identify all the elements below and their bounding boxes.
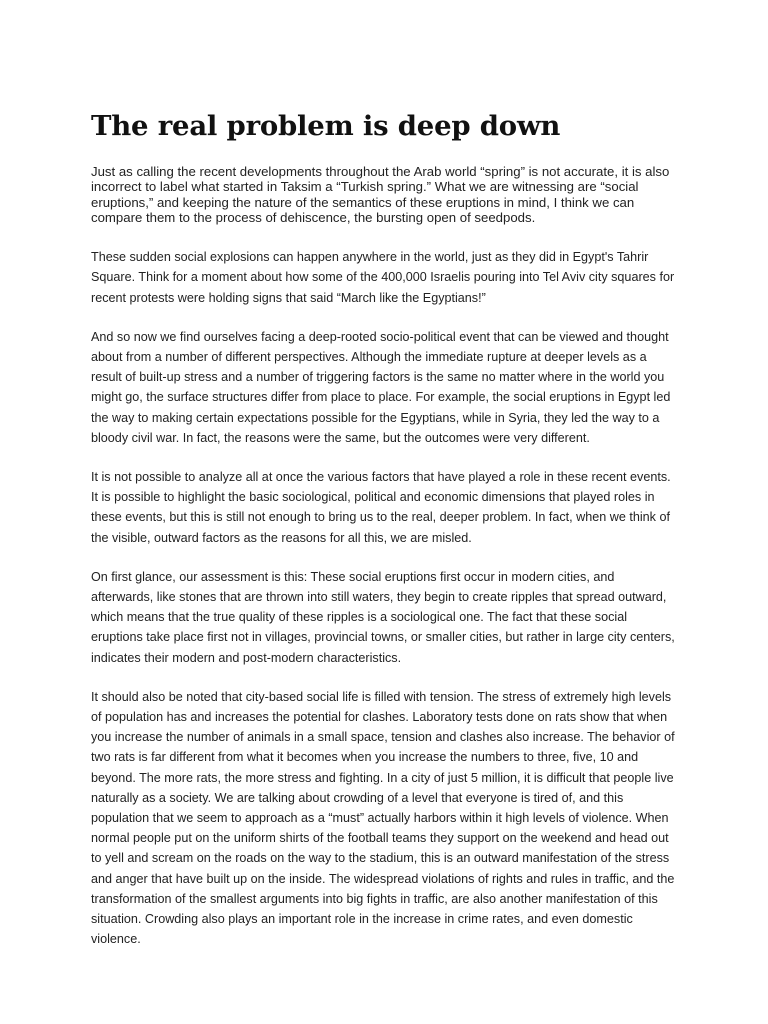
article-title: The real problem is deep down — [91, 110, 561, 142]
article-paragraph-5: On first glance, our assessment is this: These social eruptions first occur in modern cities, and afterwards, like stones that are thrown into still waters, they begin to create ripples that spread outward, which means that the true quality of these ripples is a sociological one. The fact that these social eruptions take place first not in villages, provincial towns, or smaller cities, but rather in large city centers, indicates their modern and post-modern characteristics. — [91, 569, 675, 665]
article-paragraph-6: It should also be noted that city-based social life is filled with tension. The stress of extremely high levels of population has and increases the potential for clashes. Laboratory tests done on rats show that when you increase the number of animals in a small space, tension and clashes also increase. The behavior of two rats is far different from what it becomes when you increase the numbers to three, five, 10 and beyond. The more rats, the more stress and fighting. In a city of just 5 million, it is difficult that people live naturally as a society. We are talking about crowding of a level that everyone is tired of, and this population that we seem to approach as a “must” actually harbors within it high levels of violence. When normal people put on the uniform shirts of the football teams they support on the weekend and head out to yell and scream on the roads on the way to the stadium, this is an outward manifestation of the stress and anger that have built up on the inside. The widespread violations of rights and rules in traffic, and the transformation of the smallest arguments into big fights in traffic, are also another manifestation of this situation. Crowding also plays an important role in the increase in crime rates, and even domestic violence. — [91, 689, 675, 947]
article — [91, 108, 679, 968]
article-paragraph-2: These sudden social explosions can happen anywhere in the world, just as they did in Egypt's Tahrir Square. Think for a moment about how some of the 400,000 Israelis pouring into Tel Aviv city squares for recent protests were holding signs that said “March like the Egyptians!” — [91, 250, 675, 305]
article-paragraph-3: And so now we find ourselves facing a deep-rooted socio-political event that can be viewed and thought about from a number of different perspectives. Although the immediate rupture at deeper levels as a result of built-up stress and a number of triggering factors is the same no matter where in the world you might go, the surface structures differ from place to place. For example, the social eruptions in Egypt led the way to making certain expectations possible for the Egyptians, while in Syria, they led the way to a bloody civil war. In fact, the reasons were the same, but the outcomes were very different. — [91, 329, 671, 445]
article-paragraph-4: It is not possible to analyze all at once the various factors that have played a role in these recent events. It is possible to highlight the basic sociological, political and economic dimensions that played roles in these events, but this is still not enough to bring us to the real, deeper problem. In fact, when we think of the visible, outward factors as the reasons for all this, we are misled. — [91, 470, 671, 545]
article-paragraph-1: Just as calling the recent developments throughout the Arab world “spring” is not accurate, it is also incorrect to label what started in Taksim a “Turkish spring.” What we are witnessing are “social eruptions,” and keeping the nature of the semantics of these eruptions in mind, I think we can compare them to the process of dehiscence, the bursting open of seedpods. — [91, 164, 670, 225]
